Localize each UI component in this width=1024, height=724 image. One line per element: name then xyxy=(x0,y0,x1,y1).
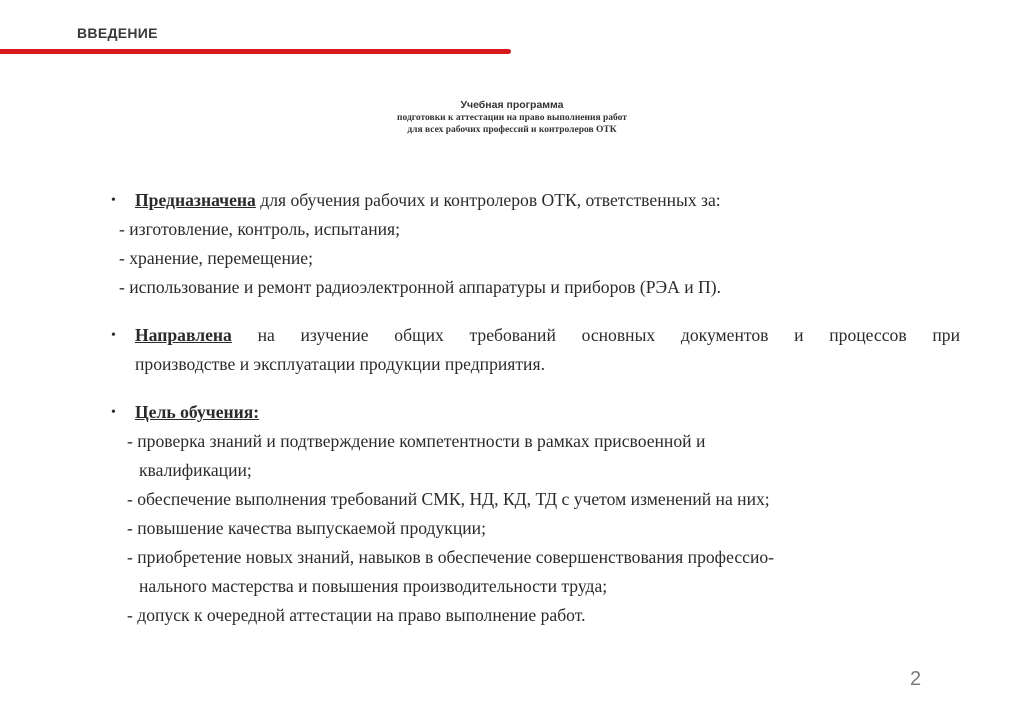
bullet-dot: • xyxy=(111,405,116,420)
goal-item: - проверка знаний и подтверждение компетентности в рамках присвоенной и xyxy=(127,431,706,451)
program-title: Учебная программа xyxy=(460,99,564,111)
goal-item-continuation: нального мастерства и повышения производительности труда; xyxy=(139,576,608,596)
goal-item: - приобретение новых знаний, навыков в обеспечение совершенствования профессио- xyxy=(127,547,775,567)
purpose-item: - хранение, перемещение; xyxy=(119,248,313,268)
purpose-heading: Предназначена xyxy=(135,190,256,210)
goal-item: - повышение качества выпускаемой продукции; xyxy=(127,518,486,538)
purpose-text: для обучения рабочих и контролеров ОТК, ответственных за: xyxy=(255,190,721,210)
bullet-dot: • xyxy=(111,328,116,343)
goal-item: - обеспечение выполнения требований СМК, НД, КД, ТД с учетом изменений на них; xyxy=(127,489,770,509)
direction-text-line1: на изучение общих требований основных документов и процессов при xyxy=(231,325,960,345)
direction-text-line2: производстве и эксплуатации продукции предприятия. xyxy=(135,354,545,374)
program-heading xyxy=(300,99,724,136)
bullet-dot: • xyxy=(111,193,116,208)
purpose-item: - изготовление, контроль, испытания; xyxy=(119,219,401,239)
goal-item: - допуск к очередной аттестации на право выполнение работ. xyxy=(127,605,586,625)
purpose-item: - использование и ремонт радиоэлектронной аппаратуры и приборов (РЭА и П). xyxy=(119,277,722,297)
slide-section-title: ВВЕДЕНИЕ xyxy=(77,25,158,41)
page-number: 2 xyxy=(910,668,922,690)
bullet-goal xyxy=(111,398,960,427)
goal-item-continuation: квалификации; xyxy=(139,460,252,480)
program-subtitle-line2: для всех рабочих профессий и контролеров ОТК xyxy=(407,125,617,135)
goal-heading: Цель обучения: xyxy=(135,402,260,422)
direction-heading: Направлена xyxy=(135,325,232,345)
bullet-purpose xyxy=(111,186,960,215)
header-divider xyxy=(0,49,511,54)
bullet-direction xyxy=(111,321,960,379)
slide-body xyxy=(111,186,960,630)
program-subtitle-line1: подготовки к аттестации на право выполнения работ xyxy=(397,113,627,123)
